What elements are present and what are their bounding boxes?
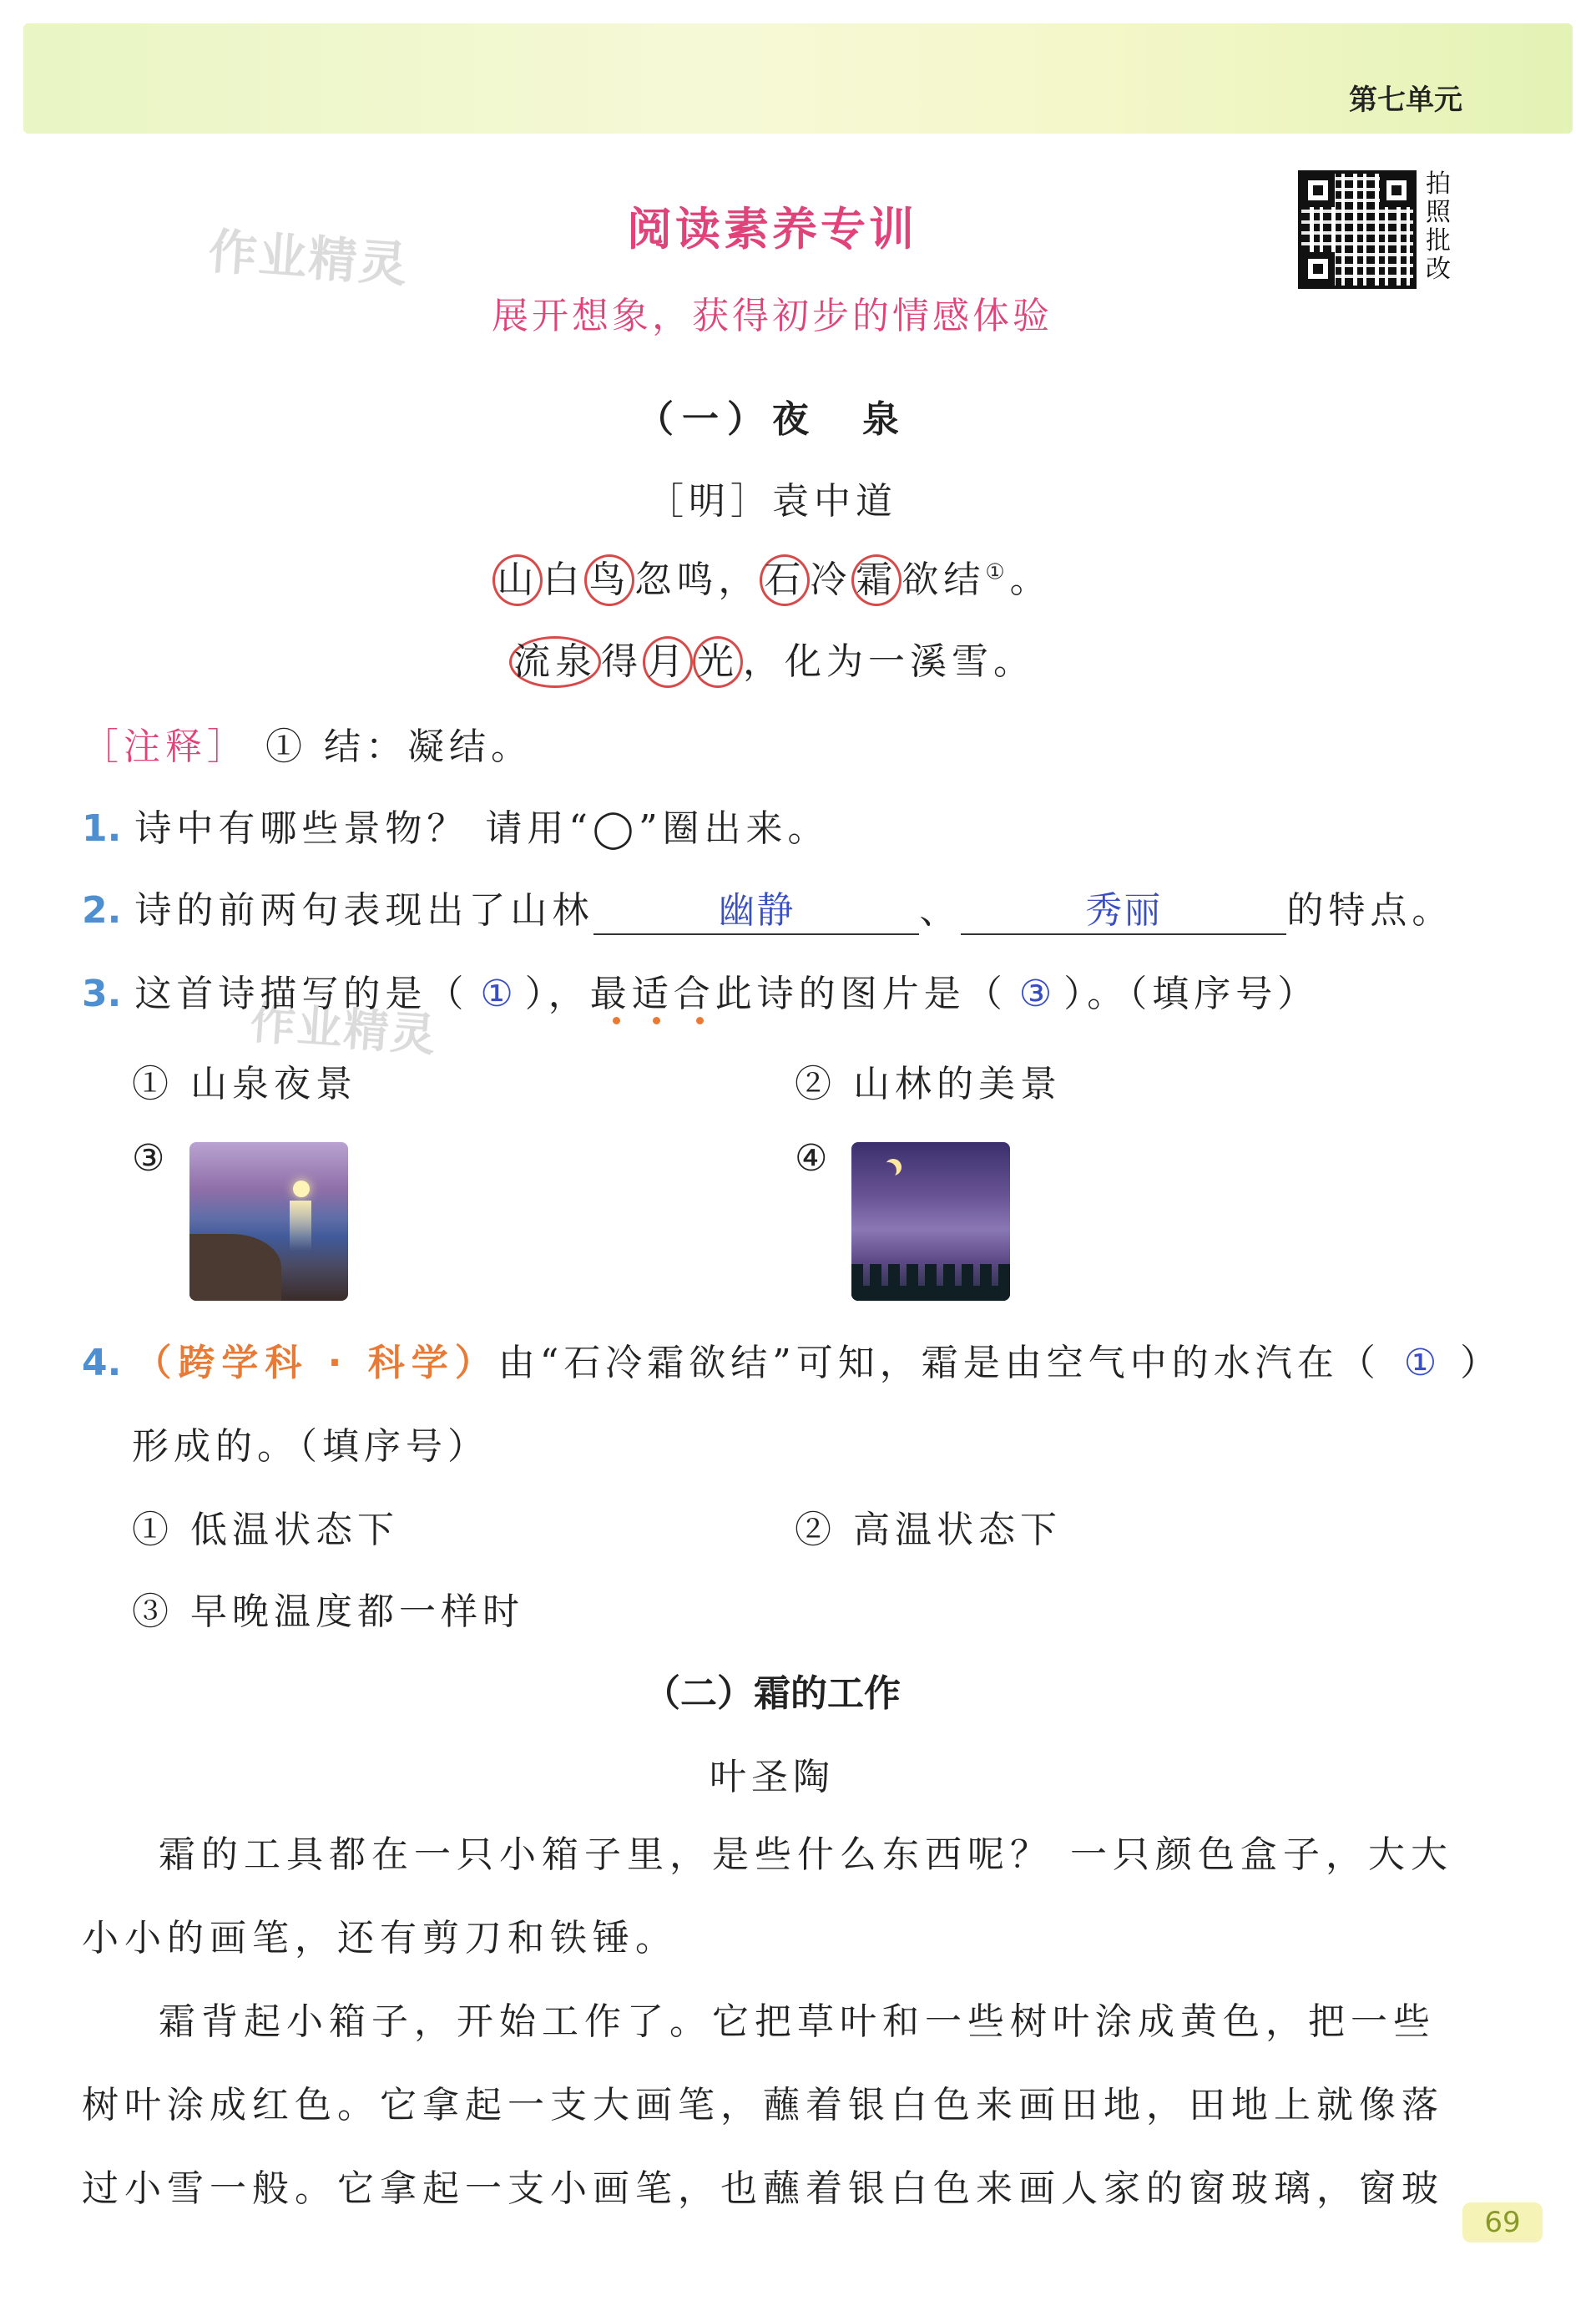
emphasis-dot: [613, 1017, 620, 1024]
page-title: 阅读素养专训: [627, 203, 917, 255]
poem-line-2: [0, 631, 1544, 688]
question-text: 这首诗描写的是（: [134, 973, 469, 1015]
poem-char: 泉: [555, 640, 597, 683]
question-text: 由“石冷霜欲结”可知，霜是由空气中的水汽在（: [497, 1342, 1381, 1384]
night-forest-image[interactable]: [851, 1142, 1010, 1301]
essay-author: 叶圣陶: [710, 1756, 835, 1798]
header-band: [23, 23, 1573, 134]
question-number: 4.: [82, 1342, 122, 1384]
watermark: 作业精灵: [206, 222, 411, 294]
question-text: ）: [1460, 1342, 1503, 1384]
note-text: ① 结：凝结。: [265, 726, 533, 768]
rock-shore: [189, 1234, 281, 1301]
question-4-cont: 形成的。（填序号）: [132, 1425, 489, 1468]
answer-choice[interactable]: ①: [480, 973, 513, 1015]
question-2: [82, 880, 1453, 935]
poem-note: [82, 716, 533, 770]
essay-heading: （二）霜的工作: [644, 1672, 901, 1715]
page-subtitle: 展开想象，获得初步的情感体验: [492, 295, 1053, 337]
question-text: 的特点。: [1286, 889, 1454, 932]
qr-code-icon[interactable]: [1298, 170, 1417, 289]
emphasis-dot: [696, 1017, 704, 1024]
option-2[interactable]: ② 高温状态下: [795, 1509, 1062, 1551]
question-3: [82, 963, 1319, 1017]
option-2[interactable]: ② 山林的美景: [795, 1063, 1062, 1105]
question-text: ）。（填序号）: [1063, 973, 1320, 1015]
emphasis-dot: [653, 1017, 660, 1024]
unit-label: 第七单元: [1349, 83, 1462, 117]
separator: 、: [919, 889, 962, 932]
answer-choice[interactable]: ①: [1403, 1342, 1437, 1384]
page-number: 69: [1462, 2202, 1543, 2243]
poem-text: 白: [543, 559, 585, 601]
poem-line-1: [0, 549, 1544, 606]
option-3-label: ③: [132, 1137, 170, 1180]
essay-paragraph: 霜的工具都在一只小箱子里，是些什么东西呢？ 一只颜色盒子，大大小小的画笔，还有剪刀和铁锤。: [82, 1833, 1453, 1959]
crescent-moon-icon: [880, 1162, 896, 1179]
question-text: ），最适合此诗的图片是（: [524, 973, 1008, 1015]
question-number: 2.: [82, 889, 122, 932]
answer-choice[interactable]: ③: [1018, 973, 1053, 1015]
poem-text: 得: [601, 640, 643, 683]
circled-word: 月: [643, 636, 693, 688]
moon-reflection: [290, 1201, 311, 1251]
poem-author: ［明］袁中道: [647, 480, 897, 523]
qr-label: 拍照批改: [1426, 169, 1451, 284]
answer-blank[interactable]: 秀丽: [961, 880, 1286, 935]
essay-paragraph: 霜背起小箱子，开始工作了。它把草叶和一些树叶涂成黄色，把一些树叶涂成红色。它拿起一支大画笔，蘸着银白色来画田地，田地上就像落过小雪一般。它拿起一支小画笔，也蘸着银白色来画人家的窗玻璃，窗玻: [82, 2000, 1444, 2210]
question-text: 诗中有哪些景物？ 请用“◯”圈出来。: [134, 807, 830, 850]
circled-word: 光: [693, 636, 743, 688]
watermark: 作业精灵: [248, 996, 439, 1062]
circled-word: 石: [760, 554, 810, 606]
qr-finder: [1301, 252, 1335, 286]
circled-word: 霜: [851, 554, 902, 606]
poem-text: 冷: [810, 559, 852, 601]
ground: [851, 1286, 1010, 1301]
question-1: [82, 798, 830, 852]
qr-finder: [1380, 174, 1413, 207]
circled-word: 山: [492, 554, 543, 606]
circled-word: 鸟: [584, 554, 634, 606]
poem-heading: （一）夜 泉: [637, 398, 907, 441]
question-text: 诗的前两句表现出了山林: [134, 889, 594, 932]
option-4-label: ④: [795, 1137, 833, 1180]
option-1[interactable]: ① 山泉夜景: [132, 1063, 357, 1105]
moon-icon: [293, 1181, 310, 1197]
answer-blank[interactable]: 幽静: [593, 880, 919, 935]
footnote-mark: ①: [985, 559, 1010, 585]
question-4: [82, 1332, 1502, 1386]
qr-finder: [1301, 174, 1335, 207]
poem-char: 流: [513, 640, 555, 683]
question-number: 1.: [82, 807, 122, 850]
option-3[interactable]: ③ 早晚温度都一样时: [132, 1590, 524, 1633]
lake-moon-image[interactable]: [189, 1142, 348, 1301]
note-tag: ［注释］: [82, 726, 249, 768]
option-1[interactable]: ① 低温状态下: [132, 1509, 399, 1551]
subject-tag: （跨学科 · 科学）: [134, 1342, 498, 1384]
poem-text: 欲结: [902, 559, 986, 601]
poem-text: 忽鸣，: [634, 559, 760, 601]
circled-word: [509, 636, 601, 688]
poem-text: 。: [1009, 559, 1052, 601]
question-number: 3.: [82, 973, 122, 1015]
poem-text: ，化为一溪雪。: [743, 640, 1035, 683]
